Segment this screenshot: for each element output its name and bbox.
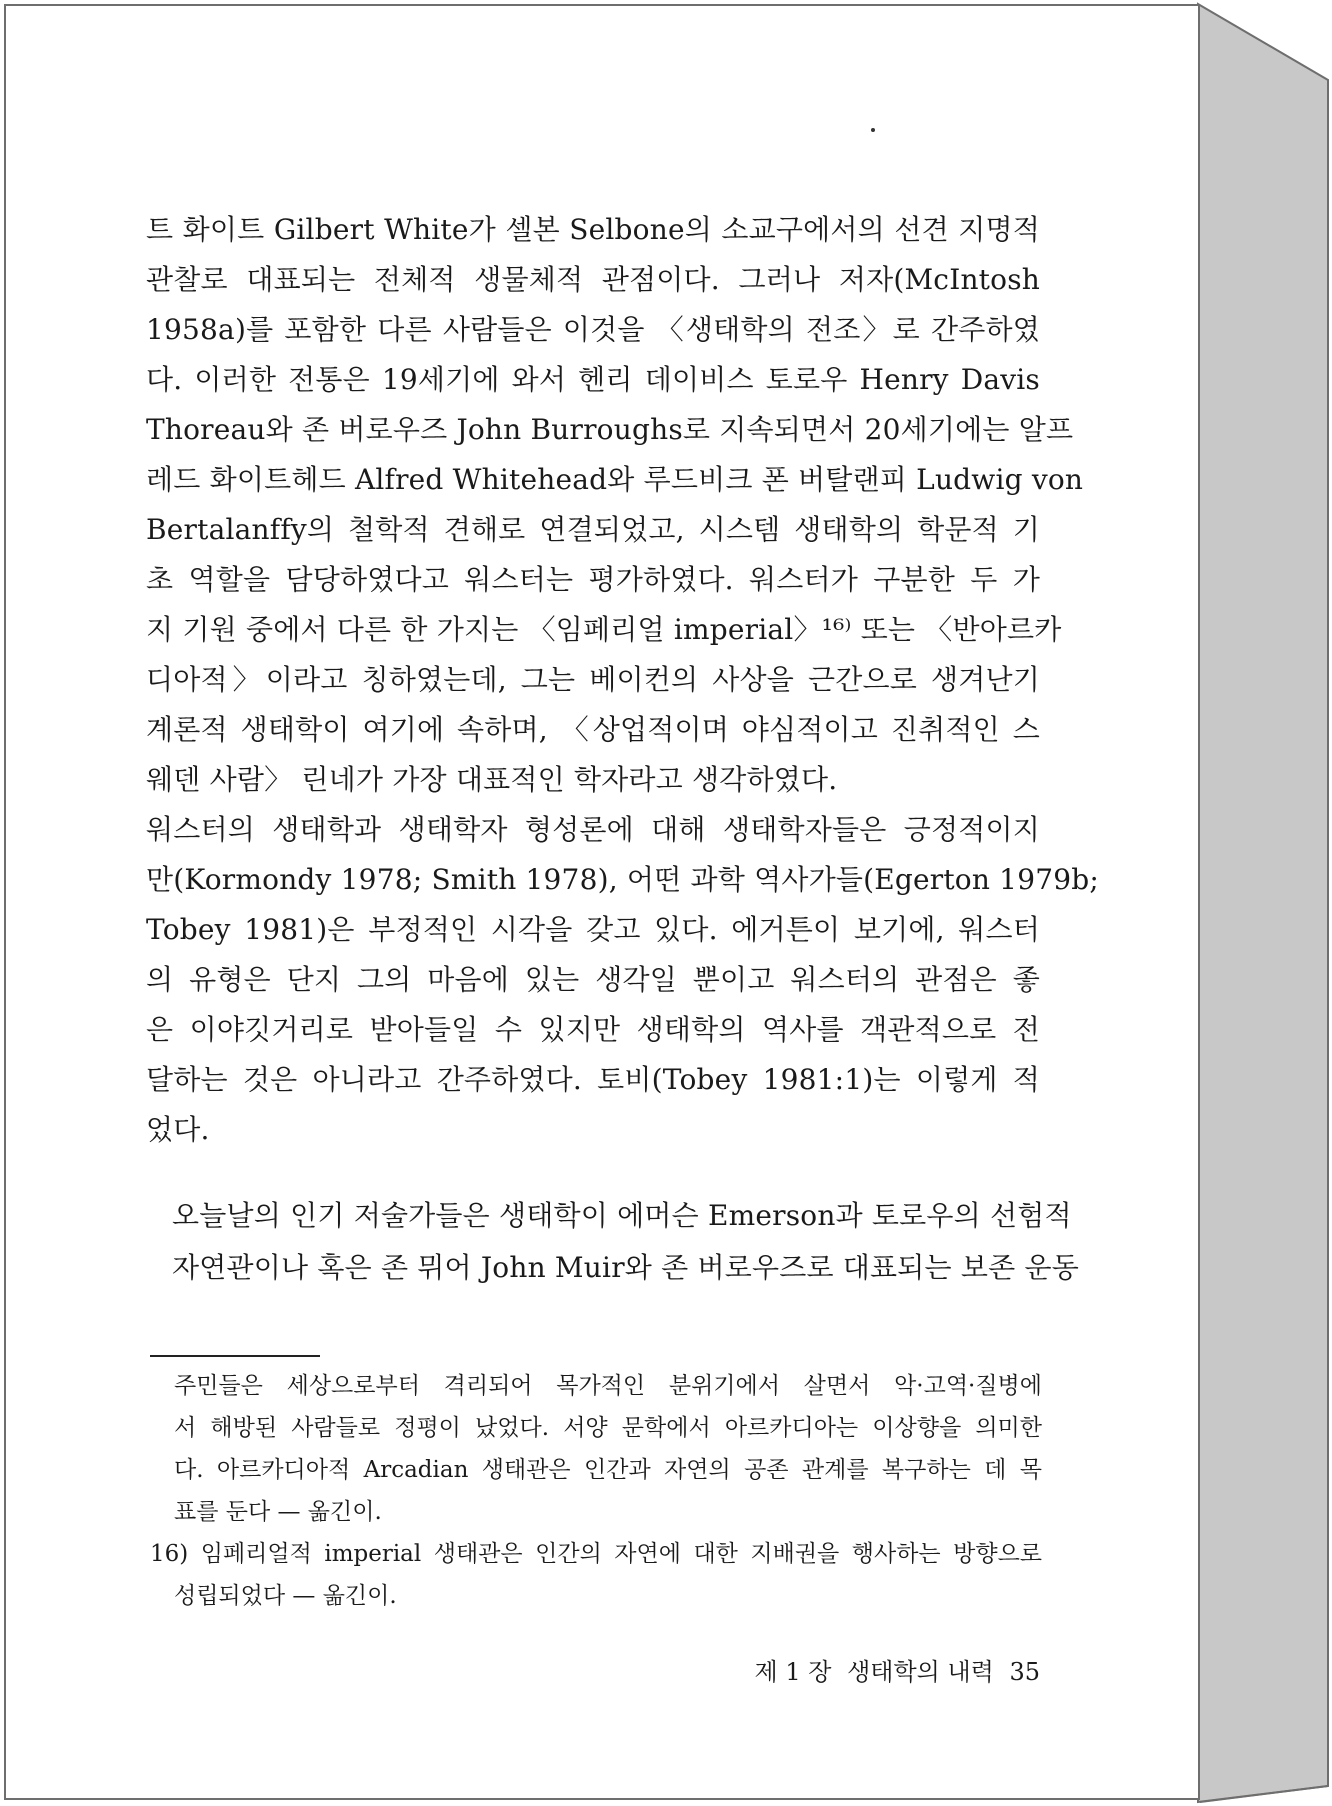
body-line: Thoreau와 존 버로우즈 John Burroughs로 지속되면서 20세기에는 알프 <box>146 413 1074 446</box>
body-line: 워스터의 생태학과 생태학자 형성론에 대해 생태학자들은 긍정적이지 <box>146 813 1040 846</box>
footnote-line: 다. 아르카디아적 Arcadian 생태관은 인간과 자연의 공존 관계를 복구하는 데 목 <box>174 1457 1043 1483</box>
block-quote <box>172 1190 1079 1294</box>
chapter-label: 제 1 장 <box>754 1658 832 1686</box>
body-line: 웨덴 사람〉 린네가 가장 대표적인 학자라고 생각하였다. <box>146 763 838 796</box>
quote-line: 오늘날의 인기 저술가들은 생태학이 에머슨 Emerson과 토로우의 선험적 <box>172 1199 1072 1232</box>
footnote-rule <box>150 1355 320 1357</box>
body-line: Tobey 1981)은 부정적인 시각을 갖고 있다. 에거튼이 보기에, 워스터 <box>146 913 1040 946</box>
body-text <box>146 205 1099 1155</box>
body-line: 은 이야깃거리로 받아들일 수 있지만 생태학의 역사를 객관적으로 전 <box>146 1013 1040 1046</box>
page-number: 35 <box>1009 1658 1040 1686</box>
body-line: 지 기원 중에서 다른 한 가지는 〈임페리얼 imperial〉¹⁶⁾ 또는 〈반아르카 <box>146 613 1062 646</box>
body-line: 만(Kormondy 1978; Smith 1978), 어떤 과학 역사가들(Egerton 1979b; <box>146 863 1099 896</box>
footnotes <box>150 1365 1042 1617</box>
footnote-line: 주민들은 세상으로부터 격리되어 목가적인 분위기에서 살면서 악·고역·질병에 <box>174 1373 1042 1399</box>
footnote-line: 성립되었다 — 옮긴이. <box>174 1583 397 1609</box>
body-line: 초 역할을 담당하였다고 워스터는 평가하였다. 워스터가 구분한 두 가 <box>146 563 1040 596</box>
body-line: 트 화이트 Gilbert White가 셀본 Selbone의 소교구에서의 선견 지명적 <box>146 213 1040 246</box>
footnote-line: 표를 둔다 — 옮긴이. <box>174 1499 382 1525</box>
body-line: 레드 화이트헤드 Alfred Whitehead와 루드비크 폰 버탈랜피 Ludwig von <box>146 463 1084 496</box>
body-line: Bertalanffy의 철학적 견해로 연결되었고, 시스템 생태학의 학문적 기 <box>146 513 1040 546</box>
body-line: 계론적 생태학이 여기에 속하며, 〈상업적이며 야심적이고 진취적인 스 <box>146 713 1040 746</box>
body-line: 관찰로 대표되는 전체적 생물체적 관점이다. 그러나 저자(McIntosh <box>146 263 1040 296</box>
chapter-title: 생태학의 내력 <box>847 1658 994 1686</box>
body-line: 다. 이러한 전통은 19세기에 와서 헨리 데이비스 토로우 Henry Davis <box>146 363 1040 396</box>
body-line: 달하는 것은 아니라고 간주하였다. 토비(Tobey 1981:1)는 이렇게 적 <box>146 1063 1040 1096</box>
footnote-line: 서 해방된 사람들로 정평이 났었다. 서양 문학에서 아르카디아는 이상향을 의미한 <box>174 1415 1042 1441</box>
running-footer <box>747 1652 1040 1687</box>
body-line: 디아적〉이라고 칭하였는데, 그는 베이컨의 사상을 근간으로 생겨난기 <box>146 663 1040 696</box>
scan-speck <box>871 128 875 132</box>
quote-line: 자연관이나 혹은 존 뮈어 John Muir와 존 버로우즈로 대표되는 보존 운동 <box>172 1251 1079 1284</box>
body-line: 의 유형은 단지 그의 마음에 있는 생각일 뿐이고 워스터의 관점은 좋 <box>146 963 1040 996</box>
body-line: 었다. <box>146 1113 210 1146</box>
footnote-16: 16) 임페리얼적 imperial 생태관은 인간의 자연에 대한 지배권을 행사하는 방향으로 <box>150 1541 1042 1567</box>
body-line: 1958a)를 포함한 다른 사람들은 이것을 〈생태학의 전조〉로 간주하였 <box>146 313 1040 346</box>
